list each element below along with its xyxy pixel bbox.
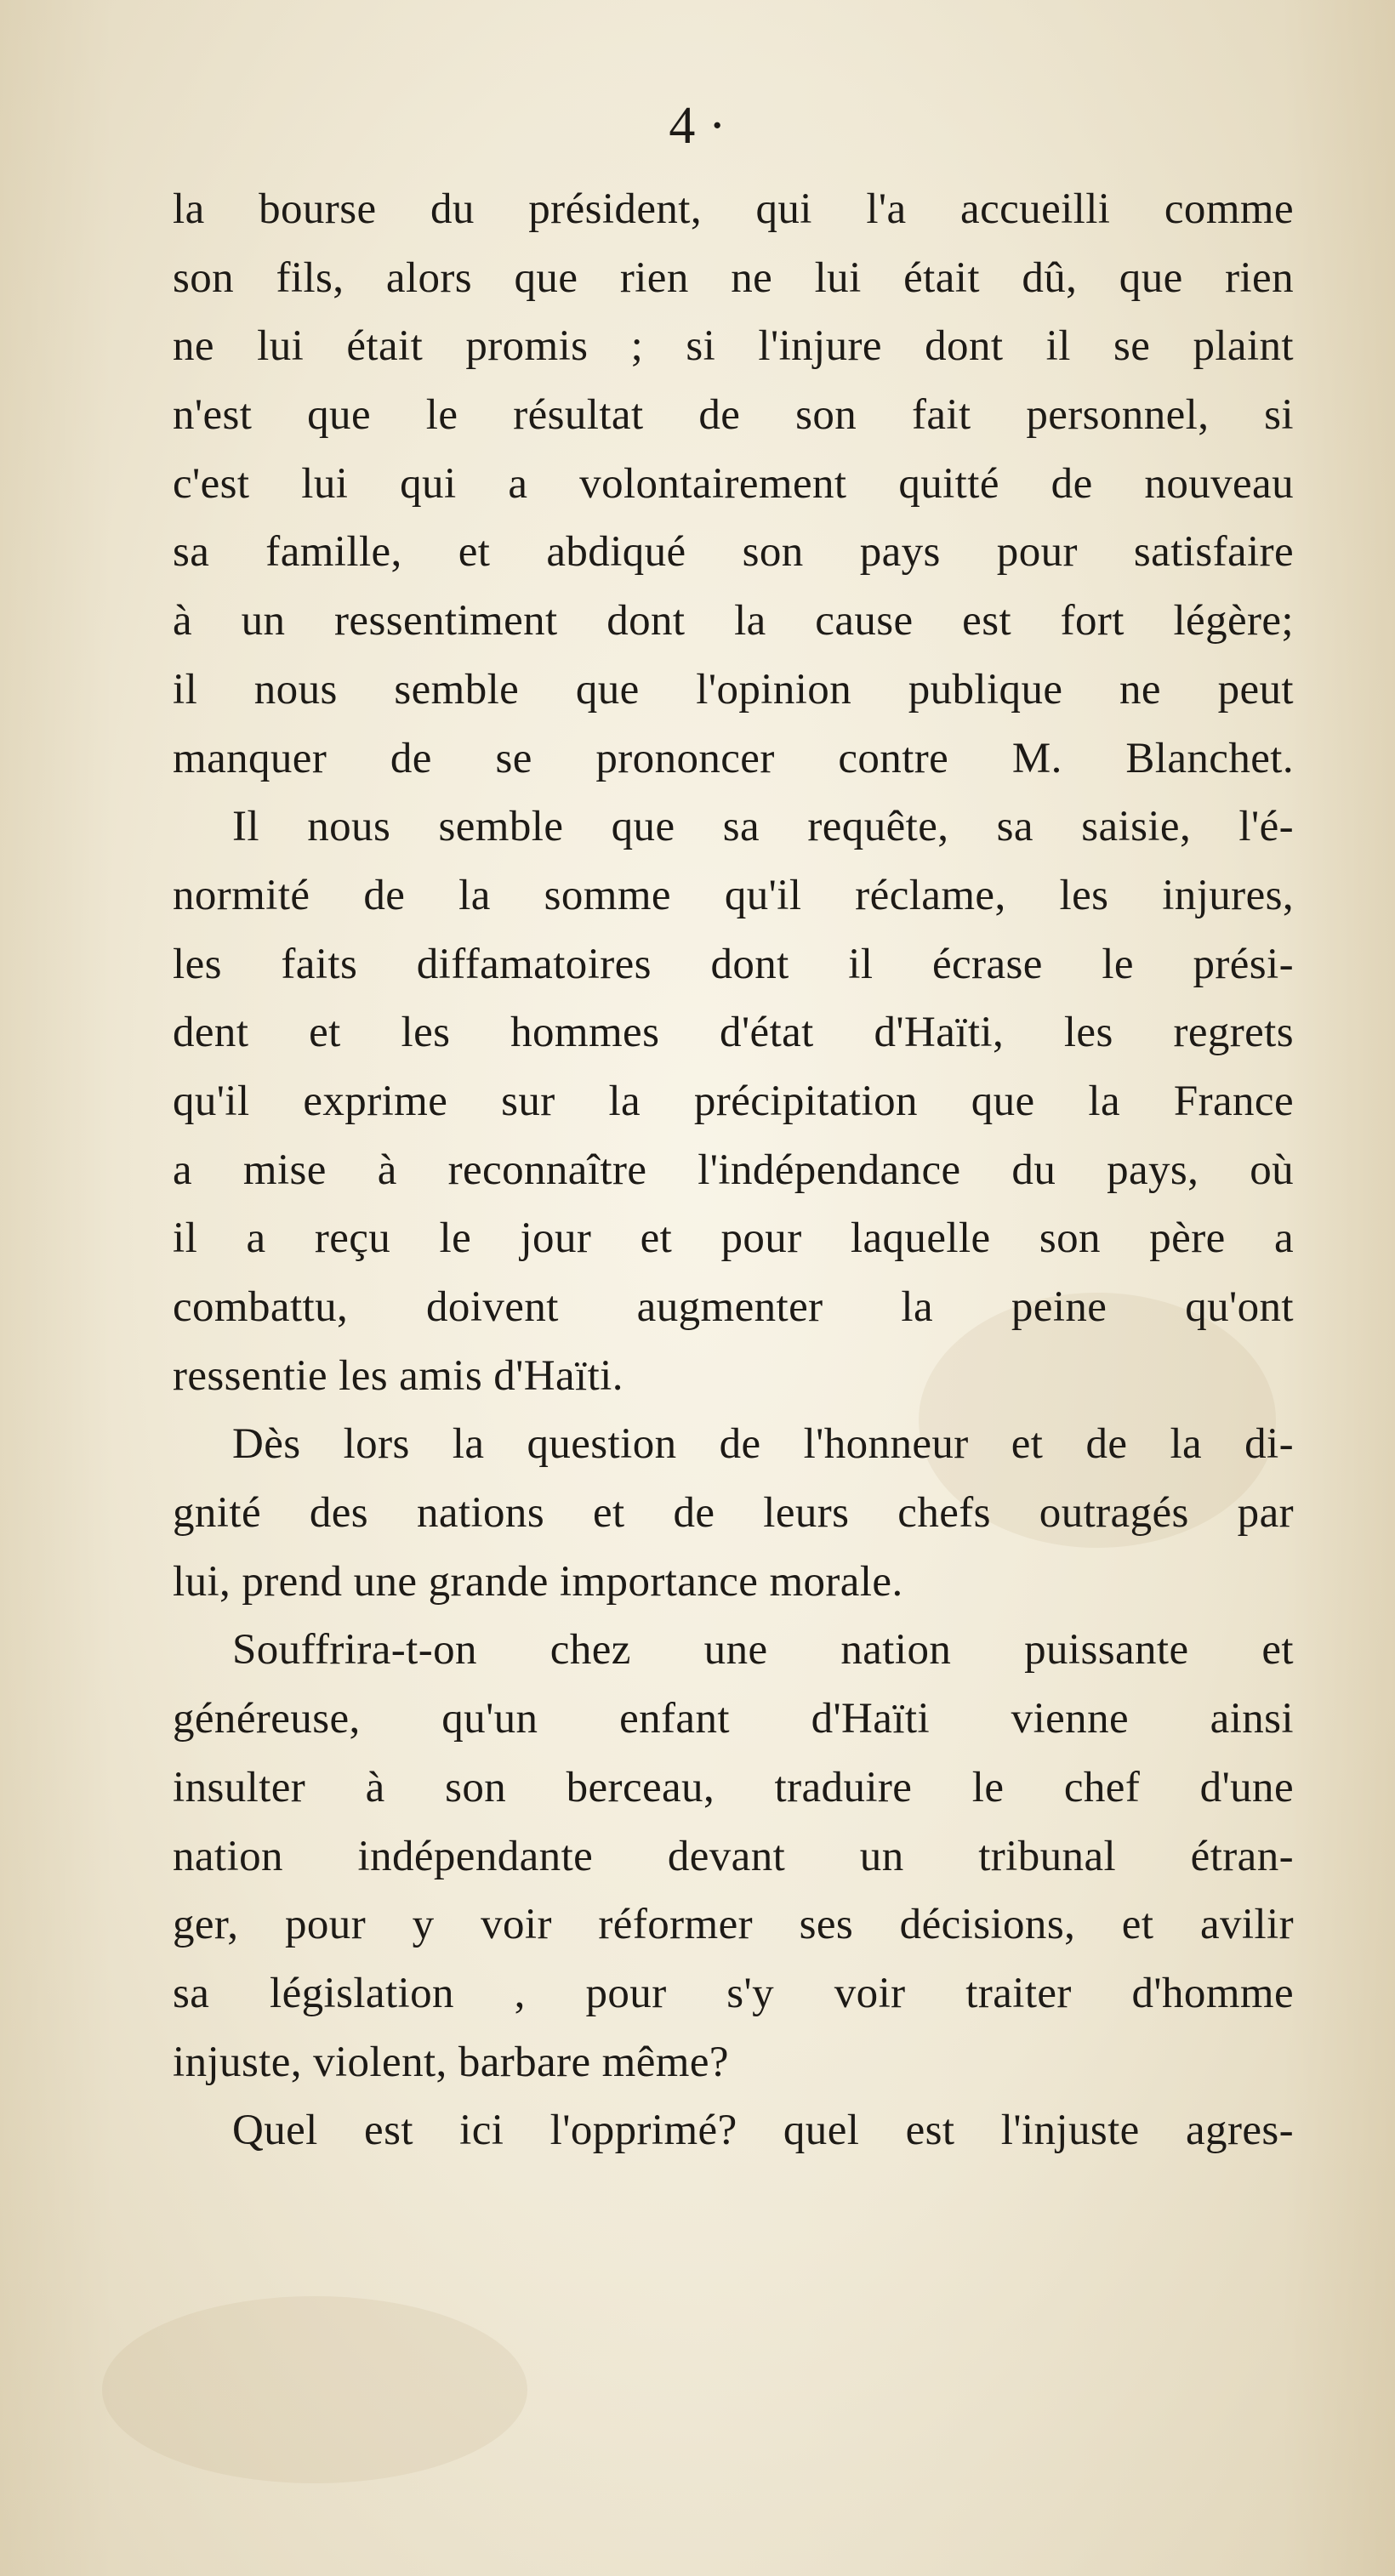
text-line: injuste, violent, barbare même? [173, 2038, 729, 2086]
text-line: généreuse, qu'un enfant d'Haïti vienne ainsi [173, 1695, 1294, 1743]
paper-stain [102, 2296, 527, 2483]
text-line: Quel est ici l'opprimé? quel est l'injuste agres- [232, 2107, 1294, 2155]
text-line: gnité des nations et de leurs chefs outragés par [173, 1489, 1294, 1538]
text-line: lui, prend une grande importance morale. [173, 1557, 903, 1606]
text-line: ne lui était promis ; si l'injure dont il se plaint [173, 322, 1294, 371]
page-number: 4 · [669, 97, 726, 155]
body-text [173, 175, 1294, 2165]
text-line: son fils, alors que rien ne lui était dû, que rien [173, 253, 1294, 302]
text-line: sa famille, et abdiqué son pays pour satisfaire [173, 528, 1294, 577]
text-line: n'est que le résultat de son fait personnel, si [173, 391, 1294, 440]
text-line: ger, pour y voir réformer ses décisions, et avilir [173, 1901, 1294, 1949]
text-line: sa législation , pour s'y voir traiter d'homme [173, 1969, 1294, 2017]
text-line: Il nous semble que sa requête, sa saisie, l'é- [232, 803, 1294, 851]
text-line: nation indépendante devant un tribunal étran- [173, 1832, 1294, 1880]
text-line: a mise à reconnaître l'indépendance du pays, où [173, 1146, 1294, 1194]
text-line: Souffrira-t-on chez une nation puissante et [232, 1626, 1294, 1675]
text-line: il nous semble que l'opinion publique ne peut [173, 665, 1294, 714]
text-line: c'est lui qui a volontairement quitté de nouveau [173, 459, 1294, 508]
text-line: dent et les hommes d'état d'Haïti, les regrets [173, 1009, 1294, 1057]
text-line: insulter à son berceau, traduire le chef d'une [173, 1763, 1294, 1811]
text-line: normité de la somme qu'il réclame, les injures, [173, 871, 1294, 919]
text-line: Dès lors la question de l'honneur et de la di- [232, 1420, 1294, 1469]
text-line: combattu, doivent augmenter la peine qu'ont [173, 1283, 1294, 1331]
text-line: les faits diffamatoires dont il écrase le prési- [173, 940, 1294, 988]
text-line: ressentie les amis d'Haïti. [173, 1351, 623, 1400]
text-line: manquer de se prononcer contre M. Blanchet. [173, 734, 1294, 782]
text-line: la bourse du président, qui l'a accueilli comme [173, 185, 1294, 233]
text-line: qu'il exprime sur la précipitation que la France [173, 1077, 1294, 1125]
text-line: il a reçu le jour et pour laquelle son père a [173, 1214, 1294, 1263]
text-line: à un ressentiment dont la cause est fort légère; [173, 597, 1294, 645]
